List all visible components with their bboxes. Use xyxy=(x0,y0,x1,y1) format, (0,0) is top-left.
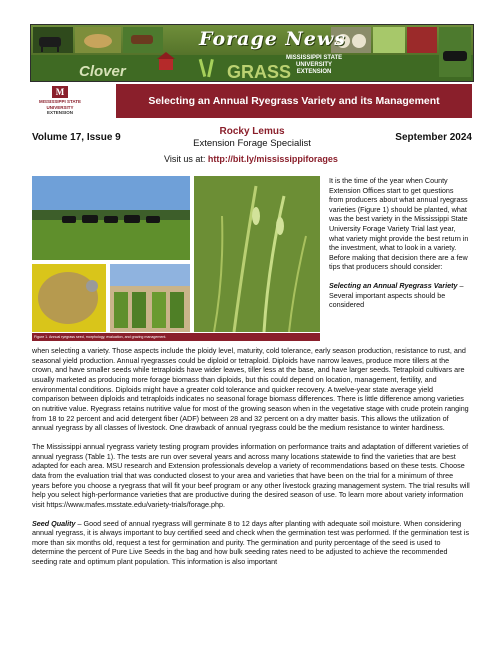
ryegrass-seedhead-photo xyxy=(194,176,320,332)
grass-leaf-icon xyxy=(199,59,207,77)
banner-msu-logo xyxy=(286,55,342,76)
variety-trial-plots-photo xyxy=(110,264,190,332)
visit-line xyxy=(0,154,502,164)
banner-photo-recycle xyxy=(373,27,405,53)
msu-extension-logo xyxy=(32,84,88,122)
intro-column xyxy=(329,176,469,310)
article-title: Selecting an Annual Ryegrass Variety and its Management xyxy=(148,95,440,107)
msu-logo-line: MISSISSIPPI STATE xyxy=(38,99,82,104)
barn-icon xyxy=(159,58,173,70)
author-name: Rocky Lemus xyxy=(219,126,285,137)
forage-news-banner xyxy=(30,24,474,82)
masthead xyxy=(30,84,472,122)
seed-quality-text: – Good seed of annual ryegrass will germinate 8 to 12 days after planting with adequate soil moisture. When considering annual ryegrass, it is always important to buy certified seed and check when the germination test was performed. If the germination test is more than six months old, request a test for germination and purity. The germination and purity percentage of the seed is used to determine the percent of Pure Live Seeds in the bag and how bulk seeding rates need to be adjusted to achieve the recommended seeding rate and optimum plant population. This information is also important xyxy=(32,518,470,567)
forages-link[interactable]: http://bit.ly/mississippiforages xyxy=(207,154,338,164)
author-block xyxy=(182,126,322,149)
banner-msu-line: EXTENSION xyxy=(296,69,332,75)
ryegrass-seed-photo xyxy=(32,264,106,332)
msu-logo-line: EXTENSION xyxy=(46,110,73,115)
cow-silhouette xyxy=(39,37,61,47)
banner-msu-line: UNIVERSITY xyxy=(296,62,333,68)
article-body xyxy=(32,346,472,576)
banner-grass-word: GRASS xyxy=(227,62,292,82)
banner-clover-word: Clover xyxy=(79,63,126,80)
banner-msu-line: MISSISSIPPI STATE xyxy=(286,55,343,61)
body-paragraph-ploidy: when selecting a variety. Those aspects include the ploidy level, maturity, cold tolerance, early season production, resistance to rust, and seasonal yield production. Annual ryegrasses could be diploid or tetraploid. Diploids have narrow leaves, produce more tillers at the crown, and have smaller seeds while tetraploids have wider leaves, tiller less at the base, and have larger seeds. Tetraploid cultivars are usually marketed as producing more forage biomass than diploids, but this could depend on location, management, fertility, and environmental conditions. Diploids might have a greater cold tolerance and quicker recovery. A twelve-year state average yield comparison between diploids and tetraploids indicates no seasonal forage biomass differences. There is little difference among varieties on nutritive value. Ryegrass retains nutritive value for most of the growing season when in the vegetative stage with crude protein ranging from 18 to 22 percent and acid detergent fiber (ADF) between 28 and 32 percent on a dry matter basis. This allows the utilization of annual ryegrass by all classes of livestock. One drawback of annual ryegrass could be the medium resistance to winter hardiness. xyxy=(32,346,469,433)
banner-title: Forage News xyxy=(199,28,346,50)
banner-photo-beef xyxy=(407,27,437,53)
volume-issue: Volume 17, Issue 9 xyxy=(32,132,121,143)
figure-1-caption: Figure 1. Annual ryegrass seed, morphology, evaluation, and grazing management. xyxy=(32,333,320,341)
section-variety-lead: – Several important aspects should be considered xyxy=(329,280,464,310)
article-title-bar xyxy=(116,84,472,118)
cattle-grazing-photo xyxy=(32,176,190,260)
visit-prefix: Visit us at: xyxy=(164,154,208,164)
intro-paragraph: It is the time of the year when County Extension Offices start to get questions from producers about what annual ryegrass varieties (Figure 1) should be planted, what was the best variety in the Mississippi State University Forage Variety Trial last year, what variety might provide the best return in the investment, what to look in a variety. Before making that decision there are a few tips that producers should consider: xyxy=(329,176,469,272)
body-paragraph-testing-program: The Mississippi annual ryegrass variety testing program provides information on performance traits and adaptation of different varieties of annual ryegrass (Table 1). The tests are run over several years and across many locations statewide to find the varieties that are best adapted for each area. MSU research and Extension professionals develop a variety of recommendations based on these tests. Choose data from the evaluation trial that was conducted closest to your area and varieties that have been on the trial for a minimum of three years before you choose a ryegrass that will fit your beef program or any other livestock grazing management system. The trial results will help you select high-performance varieties that are productive during the desired season of use. To learn more about variety information visit https://www.mafes.msstate.edu/variety-trials/forage.php. xyxy=(32,441,470,509)
figure-1-photo-panel xyxy=(32,172,320,340)
section-heading-variety: Selecting an Annual Ryegrass Variety xyxy=(329,280,458,290)
svg-text:M: M xyxy=(55,87,65,97)
section-heading-seed-quality: Seed Quality xyxy=(32,518,76,528)
issue-date: September 2024 xyxy=(395,132,472,143)
msu-logo-line: UNIVERSITY xyxy=(46,104,74,110)
author-title: Extension Forage Specialist xyxy=(193,138,311,149)
body-paragraph-seed-quality xyxy=(32,519,472,567)
